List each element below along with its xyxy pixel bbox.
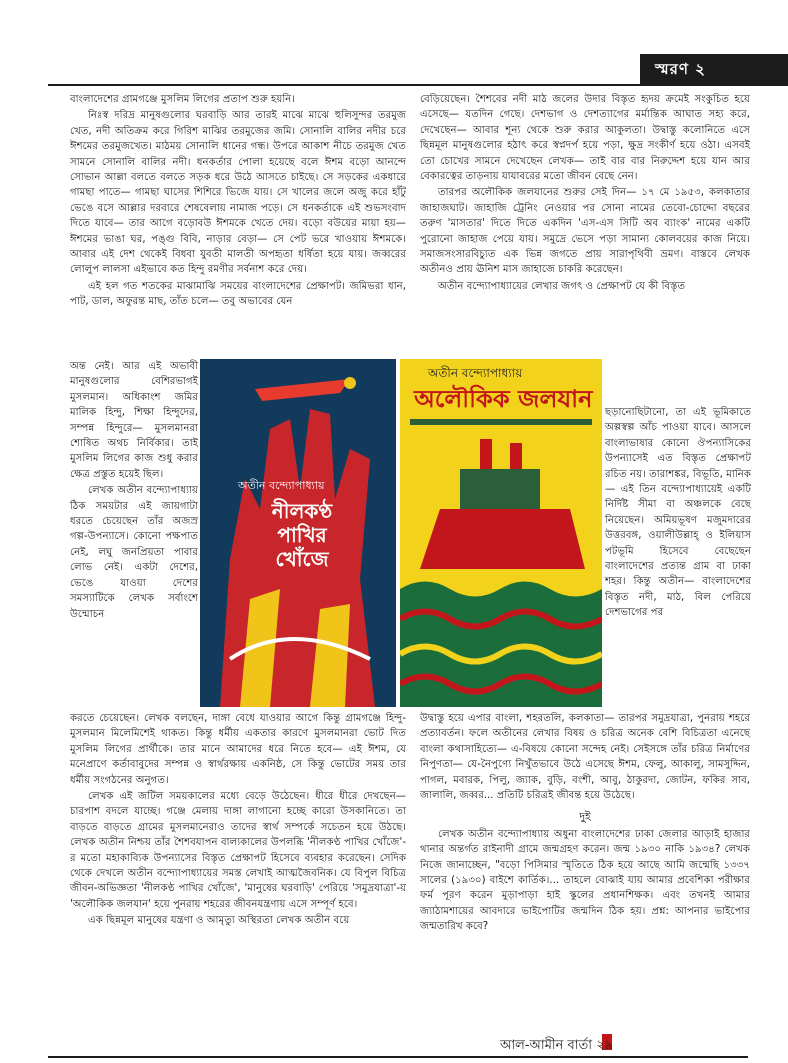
- paragraph: বেড়িয়েছেন। শৈশবের নদী মাঠ জলের উদার বিস্তৃত হৃদয় ক্রমেই সংকুচিত হয়ে এসেছে— যতদিন গেছে। দেশভাগ ও দেশত্যাগের মর্মান্তিক আঘাত সহ্য করে, দেখেছেন— আবার শূন্য থেকে শুরু করার আকুলতা। উদ্বাস্তু কলোনিতে এসে ছিন্নমূল মানুষগুলোর হঠাৎ করে স্বপ্নদর্প হয়ে পড়া, ক্ষুদ্র সংকীর্ণ হয়ে ওঠা। এসবই তো চোখের সামনে দেখেছেন লেখক— তাই বার বার নিরুদ্দেশ হয়ে যান আর বেকারত্বের তাড়নায় যাযাবরের মতো জীবন বেছে নেন।: [420, 94, 750, 183]
- footer-text: আল-আমীন বার্তা ২৯: [500, 1038, 614, 1053]
- right-column-bottom: [420, 711, 750, 936]
- paragraph: অতীন বন্দ্যোপাধ্যায়ের লেখার জগৎ ও প্রেক্ষাপট যে কী বিস্তৃত: [438, 280, 686, 292]
- section-label: স্মরণ ২: [655, 60, 706, 78]
- paragraph: এক ছিন্নমূল মানুষের যন্ত্রণা ও আমৃত্যু অস্থিরতা লেখক অতীন বয়ে: [88, 915, 350, 927]
- cover-nilkantha: [200, 359, 396, 707]
- cover1-title: [252, 499, 352, 571]
- right-column-narrow: [605, 405, 751, 622]
- book-covers: [200, 359, 602, 707]
- left-column-bottom: [70, 711, 406, 930]
- header-rule: [48, 84, 788, 86]
- left-column-top: [70, 92, 406, 311]
- cover1-title-line: নীলকণ্ঠ: [271, 499, 333, 523]
- footer-rule: [48, 1056, 748, 1058]
- paragraph: করতে চেয়েছেন। লেখক বলছেন, দাঙ্গা বেধে যাওয়ার আগে কিন্তু গ্রামগঞ্জে হিন্দু-মুসলমান মিলেমিশেই থাকত। কিন্তু ধর্মীয় একতার কারণে মুসলমানরা ভোট দিত মুসলিম লিগের প্রার্থীকে। তার মানে আমাদের ধরে নিতে হবে— এই ঈশম, যে মনেপ্রাণে কর্তাবাবুদের সম্পন্ন ও স্বার্থরক্ষায় একনিষ্ঠ, সে কিন্তু ভোটের সময় তার ধর্মীয় সংগঠনের অনুগত।: [70, 713, 406, 786]
- cover1-author: অতীন বন্দ্যোপাধ্যায়: [238, 479, 325, 492]
- cover1-title-line: খোঁজে: [275, 547, 329, 571]
- right-column-top: [420, 92, 750, 295]
- paragraph: ছড়ানোছিটানো, তা এই ভূমিকাতে অল্পস্বল্প আঁচ পাওয়া যাবে। আসলে বাংলাভাষার কোনো ঔপন্যাসিকের উপন্যাসেই এত বিস্তৃত প্রেক্ষাপট রচিত নয়। তারাশঙ্কর, বিভূতি, মানিক— এই তিন বন্দ্যোপাধ্যায়েই একটি নির্দিষ্ট সীমা বা অঞ্চলকে বেছে নিয়েছেন। অমিয়ভূষণ মজুমদারের উত্তরবঙ্গ, ওয়ালীউল্লাহ্‌ ও ইলিয়াস পটভূমি হিসেবে বেছেছেন বাংলাদেশের প্রত্যন্ত গ্রাম বা ঢাকা শহর। কিন্তু অতীন— বাংলাদেশের বিস্তৃত নদী, মাঠ, বিল পেরিয়ে দেশভাগের পর: [605, 407, 751, 619]
- cover-aloukik-jalajan: [400, 359, 602, 707]
- cover2-title: অলৌকিক জলযান: [414, 385, 593, 413]
- paragraph: নিঃস্ব দরিদ্র মানুষগুলোর ঘরবাড়ি আর তারই মাঝে মাঝে হুলিসুন্দর তরমুজ খেত, নদী অতিক্রম করে গিরিশ মাঝির তরমুজের জমি। সোনালি বালির নদীর চরে ঈশমের তরমুজখেত। মাঠময় সোনালি ধানের গন্ধ। উপরে আকাশ নীচে তরমুজ খেত সামনে সোনালি বালির নদী। ধনকর্তার পোলা হয়েছে বলে ঈশম বড়ো আনন্দে সোভান আল্লা বলতে বলতে সড়ক ধরে উঠে আসতে চাইছে। সে সড়কের একধারে গামছা পাতে— গামছা ঘাসের শিশিরে ভিজে যায়। সে খালের জলে অজু করে হাঁটু ভেঙে বসে আল্লার দরবারে শেষবেলায় নামাজ পড়ে। সে ধনকর্তাকে এই শুভসংবাদ দিতে যাবে— তার আগে বড়োবউ ঈশমকে খেতে দেয়। বড়ো বউয়ের মায়া হয়— ঈশমের ভাঙা ঘর, পঙ্গু বিবি, নাড়ার বেড়া— সে পেট ভরে খাওয়ায় ঈশমকে। আবার এই দেশ থেকেই বিধবা যুবতী মালতী অপহৃতা ধর্ষিতা হয়ে যায়। জব্বরের লোলুপ লালসা এইভাবে কত হিন্দু রমণীর সর্বনাশ করে দেয়।: [70, 110, 406, 276]
- cover2-author: অতীন বন্দ্যোপাধ্যায়: [428, 366, 523, 380]
- paragraph: তারপর অলৌকিক জলযানের শুরুর সেই দিন— ১৭ মে ১৯৫৩, কলকাতার জাহাজঘাট। জাহাজি ট্রেনিং নেওয়ার পর সোনা নামের তেবো-চোদ্দো বছরের তরুণ 'মাসতার' দিতে দিতে একদিন 'এস-এস সিটি অব ব্যাংক' নামের একটি পুরোনো জাহাজ পেয়ে যায়। সমুদ্রে ভেসে পড়া সামান্য কোলবয়ের কাজ নিয়ে। সমাজসংসারবিচ্যুত এক ভিন্ন জগতে প্রায় সারাপৃথিবী ভ্রমণ। বাস্তবে লেখক অতীনও প্রায় ঊনিশ মাস জাহাজে চাকরি করেছেন।: [420, 187, 750, 276]
- paragraph: বাংলাদেশের গ্রামগঞ্জে মুসলিম লিগের প্রতাপ শুরু হয়নি।: [70, 94, 295, 105]
- paragraph: লেখক অতীন বন্দ্যোপাধ্যায় ঠিক সময়টার এই জায়গাটা ধরতে চেয়েছেন তাঁর অজস্র গল্প-উপন্যাসে। কোনো পক্ষপাত নেই, লঘু জনপ্রিয়তা পাবার লোভ নেই। একটা দেশের, ভেঙে যাওয়া দেশের সমস্যাটিকে লেখক সর্বাংশে উন্মোচন: [70, 485, 198, 620]
- paragraph: অন্ত নেই। আর এই অভাবী মানুষগুলোর বেশিরভাগই মুসলমান। অধিকাংশ জমির মালিক হিন্দু, শিক্ষা হিন্দুদের, সম্পন্ন হিন্দুরে— মুসলমানরা শোষিত অথচ নির্বিকার। তাই মুসলিম লিগের কাজ শুধু করার ক্ষেত্র প্রস্তুত হয়েই ছিল।: [70, 361, 198, 480]
- paragraph: লেখক অতীন বন্দ্যোপাধ্যায় অধুনা বাংলাদেশের ঢাকা জেলার আড়াই হাজার থানার অন্তর্গত রাইনাদী গ্রামে জন্মগ্রহণ করেন। জন্ম ১৯৩০ নাকি ১৯৩৪? লেখক নিজে জানাচ্ছেন, "বড়ো পিসিমার স্মৃতিতে ঠিক হয়ে আছে আমি জন্মেছি ১৩৩৭ সালের (১৯৩০) বাইশে কার্তিক।... তাহলে বোঝাই যায় আমার প্রবেশিকা পরীক্ষার ফর্ম পূরণ করেন মুড়াপাড়া হাই স্কুলের প্রধানশিক্ষক। এবং তখনই আমার জ্যাঠামশায়ের আবদারে ভাইপোটির জন্মদিন ঠিক হয়। প্রশ্ন: আপনার ভাইপোর জন্মতারিখ কবে?: [420, 828, 750, 933]
- paragraph: উদ্বাস্তু হয়ে এপার বাংলা, শহরতলি, কলকাতা— তারপর সমুদ্রযাত্রা, পুনরায় শহরে প্রত্যাবর্তন। ফলে অতীনের লেখার বিষয় ও চরিত্র অনেক বেশি বিচিত্রতা এনেছে বাংলা কথাসাহিত্যে— এ-বিষয়ে কোনো সন্দেহ নেই। সেইসঙ্গে তাঁর চরিত্র নির্মাণের নিপুণতা— যে-নৈপুণ্যে নিখুঁতভাবে উঠে এসেছে ঈশম, ফেলু, আকালু, সামসুদ্দিন, পাগল, মবারক, পিলু, জ্যাক, বুড়ি, বংশী, আবু, ঠাকুরদা, জোটন, ফকির সাব, জালালি, জব্বর... প্রতিটি চরিত্রই জীবন্ত হয়ে উঠেছে।: [420, 713, 750, 802]
- left-column-narrow: [70, 359, 198, 623]
- section-number: দুই: [579, 810, 591, 824]
- paragraph: লেখক এই জটিল সময়কালের মধ্যে বেড়ে উঠেছেন। ধীরে ধীরে দেখছেন— চারপাশ বদলে যাচ্ছে। গঞ্জে মেলায় দাঙ্গা লাগানো হচ্ছে কারো উসকানিতে। তা বাড়তে বাড়তে গ্রামের মুসলমানেরাও তাদের স্বার্থ সম্পর্কে সচেতন হয়ে উঠছে। লেখক অতীন নিশ্চয় তাঁর শৈশবযাপন বাল্যকালের উপলব্ধি 'নীলকণ্ঠ পাখির খোঁজে'-র মতো মহাকাব্যিক উপন্যাসের বিস্তৃত প্রেক্ষাপট হিসেবে ব্যবহার করেছেন। সেদিক থেকে দেখলে অতীন বন্দ্যোপাধ্যায়ের সমস্ত লেখাই আত্মজৈবনিক। যে বিপুল বিচিত্র জীবন-অভিজ্ঞতা 'নীলকণ্ঠ পাখির খোঁজে', 'মানুষের ঘরবাড়ি' পেরিয়ে 'সমুদ্রযাত্রা'-য় 'অলৌকিক জলযান' হয়ে পুনরায় শহরের জীবনযন্ত্রণায় এসে সম্পূর্ণ হবে।: [70, 791, 406, 910]
- cover1-title-line: পাখির: [277, 523, 327, 547]
- paragraph: এই হল গত শতকের মাঝামাঝি সময়ের বাংলাদেশের প্রেক্ষাপট। জমিভরা ধান, পাট, ডাল, অফুরন্ত মাছ, তাঁত চলে— তবু অভাবের যেন: [70, 280, 406, 308]
